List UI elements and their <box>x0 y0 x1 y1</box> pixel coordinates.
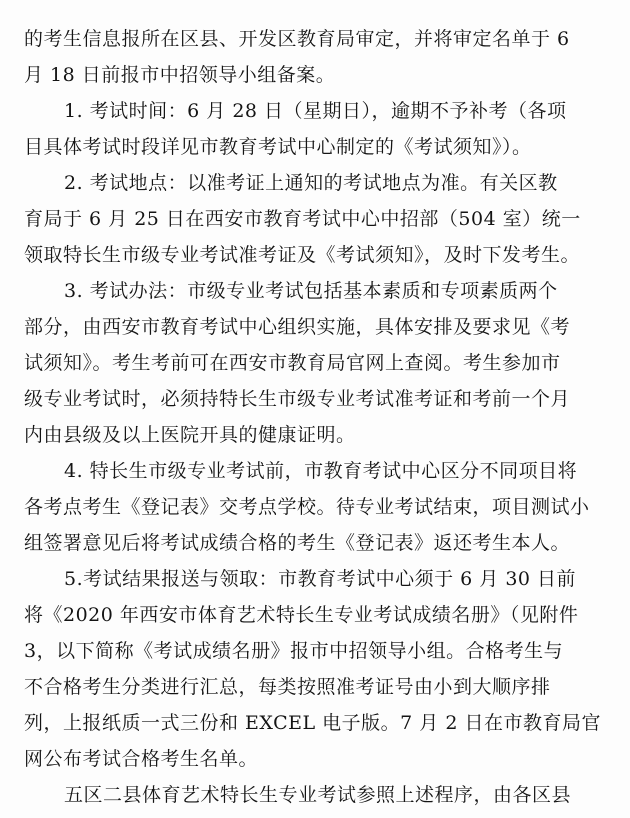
text-line: 月 18 日前报市中招领导小组备案。 <box>24 64 336 86</box>
text-line: 育局于 6 月 25 日在西安市教育考试中心中招部（504 室）统一 <box>24 208 581 230</box>
text-line: 5.考试结果报送与领取：市教育考试中心须于 6 月 30 日前 <box>64 568 577 590</box>
text-line: 领取特长生市级专业考试准考证及《考试须知》，及时下发考生。 <box>24 244 581 266</box>
text-line: 部分，由西安市教育考试中心组织实施，具体安排及要求见《考 <box>24 316 571 338</box>
text-line: 1. 考试时间：6 月 28 日（星期日），逾期不予补考（各项 <box>64 100 567 122</box>
text-line: 试须知》。考生考前可在西安市教育局官网上查阅。考生参加市 <box>24 352 561 374</box>
text-line: 2. 考试地点：以准考证上通知的考试地点为准。有关区教 <box>64 172 558 194</box>
text-line: 4. 特长生市级专业考试前，市教育考试中心区分不同项目将 <box>64 460 578 482</box>
text-line: 五区二县体育艺术特长生专业考试参照上述程序，由各区县 <box>64 784 572 806</box>
text-line: 不合格考生分类进行汇总，每类按照准考证号由小到大顺序排 <box>24 676 551 698</box>
text-line: 3. 考试办法：市级专业考试包括基本素质和专项素质两个 <box>64 280 558 302</box>
text-line: 网公布考试合格考生名单。 <box>24 748 259 770</box>
text-line: 内由县级及以上医院开具的健康证明。 <box>24 424 356 446</box>
text-line: 3，以下简称《考试成绩名册》报市中招领导小组。合格考生与 <box>24 640 564 662</box>
text-line: 组签署意见后将考试成绩合格的考生《登记表》返还考生本人。 <box>24 532 571 554</box>
text-line: 将《2020 年西安市体育艺术特长生专业考试成绩名册》（见附件 <box>24 604 579 626</box>
text-line: 各考点考生《登记表》交考点学校。待专业考试结束，项目测试小 <box>24 496 590 518</box>
text-line: 列，上报纸质一式三份和 EXCEL 电子版。7 月 2 日在市教育局官 <box>24 712 601 734</box>
text-line: 的考生信息报所在区县、开发区教育局审定，并将审定名单于 6 <box>24 28 570 50</box>
text-line: 目具体考试时段详见市教育考试中心制定的《考试须知》）。 <box>24 136 532 158</box>
text-line: 级专业考试时，必须持特长生市级专业考试准考证和考前一个月 <box>24 388 571 410</box>
